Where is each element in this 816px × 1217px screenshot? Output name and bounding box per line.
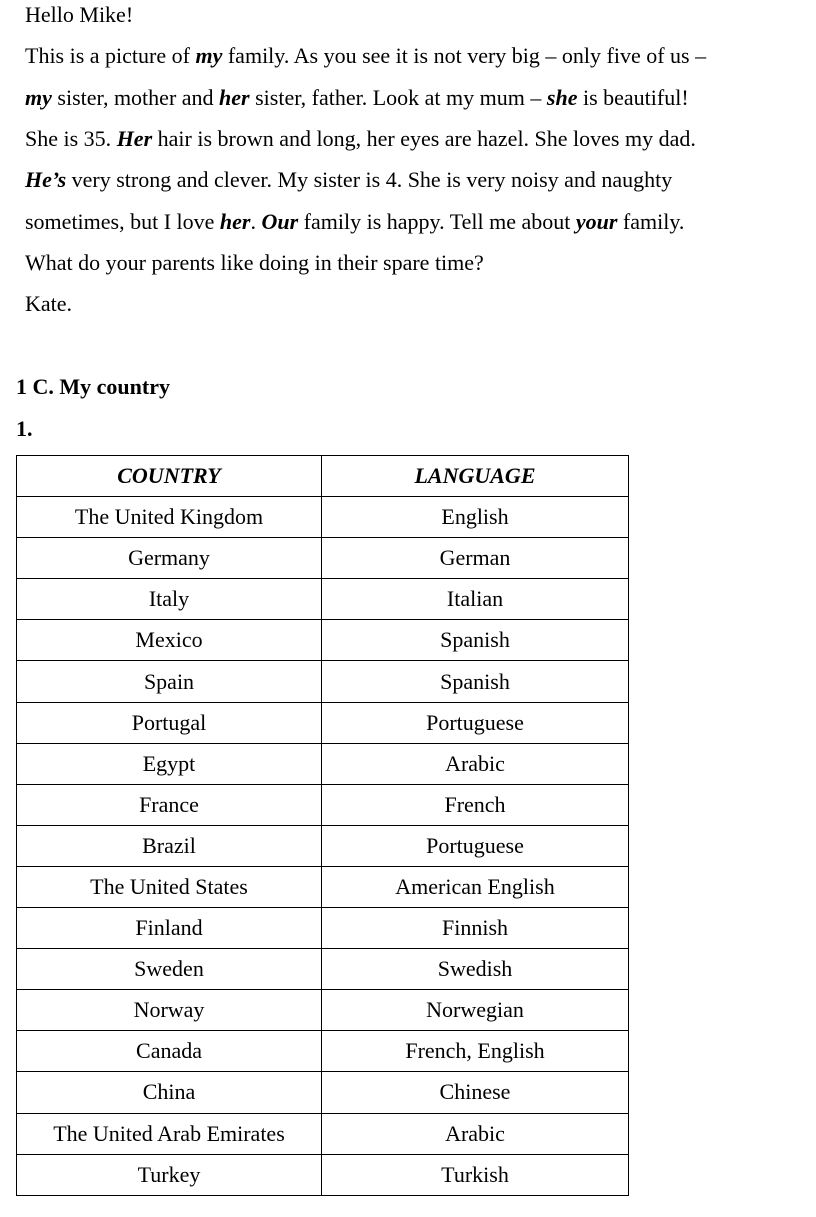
language-cell: Norwegian [322,990,629,1031]
country-cell: Egypt [17,743,322,784]
country-cell: Canada [17,1031,322,1072]
text-segment: This is a picture of [25,43,196,68]
text-segment: What do your parents like doing in their spare time? [25,250,484,275]
language-cell: Arabic [322,743,629,784]
text-segment: very strong and clever. My sister is 4. She is very noisy and naughty [66,167,673,192]
text-segment: is beautiful! [577,85,689,110]
letter-greeting: Hello Mike! [25,2,134,27]
text-segment: sometimes, but I love [25,209,220,234]
language-cell: Italian [322,579,629,620]
country-language-table [16,455,629,1196]
table-row [17,1113,629,1154]
emphasized-word: He’s [25,167,67,192]
table-row [17,743,629,784]
language-cell: Spanish [322,661,629,702]
table-header-row [17,456,629,497]
language-cell: Chinese [322,1072,629,1113]
country-cell: France [17,784,322,825]
language-cell: Swedish [322,949,629,990]
country-cell: The United Kingdom [17,497,322,538]
text-segment: hair is brown and long, her eyes are hazel. She loves my dad. [152,126,696,151]
country-cell: Italy [17,579,322,620]
table-row [17,990,629,1031]
language-cell: French, English [322,1031,629,1072]
table-row [17,497,629,538]
emphasized-word: your [575,209,618,234]
table-row [17,1154,629,1195]
language-cell: Spanish [322,620,629,661]
country-cell: Germany [17,538,322,579]
text-segment: She is 35. [25,126,117,151]
emphasized-word: her [219,85,250,110]
language-cell: Arabic [322,1113,629,1154]
language-cell: American English [322,866,629,907]
country-cell: Turkey [17,1154,322,1195]
country-cell: Brazil [17,825,322,866]
country-cell: Spain [17,661,322,702]
country-cell: Finland [17,908,322,949]
letter-line [25,124,696,154]
language-cell: Turkish [322,1154,629,1195]
table-row [17,661,629,702]
section-title: 1 C. My country [16,374,170,399]
country-cell: Sweden [17,949,322,990]
emphasized-word: my [195,43,223,68]
text-segment: family. [617,209,685,234]
text-segment: family. As you see it is not very big – only five of us – [222,43,707,68]
table-row [17,702,629,743]
letter-signature: Kate. [25,291,73,316]
letter-line [25,207,684,237]
text-segment: sister, mother and [51,85,220,110]
country-cell: The United States [17,866,322,907]
text-segment: family is happy. Tell me about [298,209,576,234]
emphasized-word: her [219,209,251,234]
letter-line [25,165,672,195]
letter-line [25,41,706,71]
table-row [17,949,629,990]
language-cell: English [322,497,629,538]
column-header-language: LANGUAGE [322,456,629,497]
country-cell: China [17,1072,322,1113]
language-cell: German [322,538,629,579]
letter-line [25,248,484,278]
letter-line [25,83,689,113]
table-row [17,1072,629,1113]
emphasized-word: Our [261,209,299,234]
text-segment: sister, father. Look at my mum – [249,85,547,110]
country-cell: The United Arab Emirates [17,1113,322,1154]
table-row [17,538,629,579]
table-row [17,620,629,661]
country-cell: Norway [17,990,322,1031]
language-cell: Finnish [322,908,629,949]
table-row [17,784,629,825]
emphasized-word: she [546,85,578,110]
text-segment: . [250,209,262,234]
emphasized-word: my [25,85,52,110]
language-cell: Portuguese [322,825,629,866]
table-row [17,579,629,620]
country-cell: Portugal [17,702,322,743]
exercise-number: 1. [16,416,33,441]
table-row [17,866,629,907]
language-cell: Portuguese [322,702,629,743]
table-row [17,1031,629,1072]
language-cell: French [322,784,629,825]
column-header-country: COUNTRY [17,456,322,497]
table-row [17,825,629,866]
table-row [17,908,629,949]
emphasized-word: Her [116,126,153,151]
country-cell: Mexico [17,620,322,661]
